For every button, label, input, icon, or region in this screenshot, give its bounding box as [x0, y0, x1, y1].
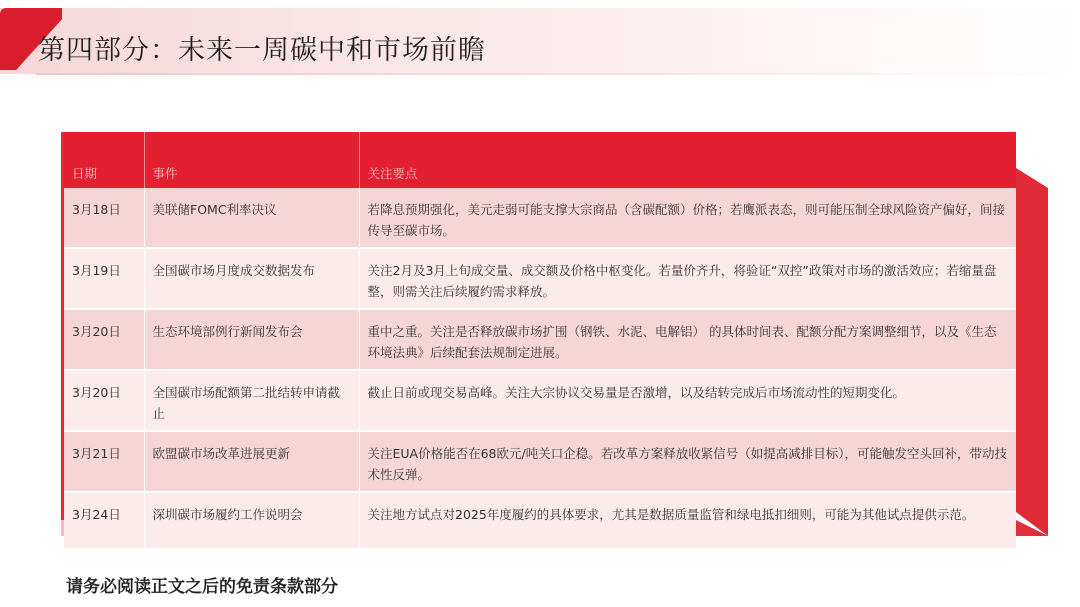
- cell-date: 3月24日: [64, 492, 144, 549]
- cell-event: 全国碳市场月度成交数据发布: [144, 248, 359, 309]
- table-row: [64, 431, 1016, 492]
- cell-focus: 若降息预期强化，美元走弱可能支撑大宗商品（含碳配额）价格；若鹰派表态，则可能压制全球风险资产偏好，间接传导至碳市场。: [359, 188, 1016, 248]
- table-row: [64, 309, 1016, 370]
- page-title: 第四部分：未来一周碳中和市场前瞻: [38, 35, 486, 66]
- cell-event: 生态环境部例行新闻发布会: [144, 309, 359, 370]
- column-header-focus: 关注要点: [359, 132, 1016, 188]
- table-row: [64, 370, 1016, 431]
- cell-event: 美联储FOMC利率决议: [144, 188, 359, 248]
- cell-event: 深圳碳市场履约工作说明会: [144, 492, 359, 549]
- cell-event: 欧盟碳市场改革进展更新: [144, 431, 359, 492]
- cell-focus: 关注2月及3月上旬成交量、成交额及价格中枢变化。若量价齐升，将验证“双控”政策对市场的激活效应；若缩量盘整，则需关注后续履约需求释放。: [359, 248, 1016, 309]
- column-header-event: 事件: [144, 132, 359, 188]
- table-header-row: [64, 132, 1016, 188]
- cell-date: 3月19日: [64, 248, 144, 309]
- cell-focus: 重中之重。关注是否释放碳市场扩围（钢铁、水泥、电解铝） 的具体时间表、配额分配方案调整细节，以及《生态环境法典》后续配套法规制定进展。: [359, 309, 1016, 370]
- cell-date: 3月20日: [64, 370, 144, 431]
- events-table: [64, 132, 1016, 550]
- title-divider: [36, 73, 1080, 75]
- cell-date: 3月20日: [64, 309, 144, 370]
- cell-focus: 关注EUA价格能否在68欧元/吨关口企稳。若改革方案释放收紧信号（如提高减排目标），可能触发空头回补，带动技术性反弹。: [359, 431, 1016, 492]
- table-row: [64, 188, 1016, 248]
- disclaimer-note: 请务必阅读正文之后的免责条款部分: [66, 577, 338, 597]
- cell-date: 3月18日: [64, 188, 144, 248]
- cell-event: 全国碳市场配额第二批结转申请截止: [144, 370, 359, 431]
- cell-date: 3月21日: [64, 431, 144, 492]
- cell-focus: 截止日前或现交易高峰。关注大宗协议交易量是否激增，以及结转完成后市场流动性的短期变化。: [359, 370, 1016, 431]
- table-row: [64, 248, 1016, 309]
- cell-focus: 关注地方试点对2025年度履约的具体要求，尤其是数据质量监管和绿电抵扣细则，可能为其他试点提供示范。: [359, 492, 1016, 549]
- table-row: [64, 492, 1016, 549]
- column-header-date: 日期: [64, 132, 144, 188]
- table-frame-right: [1016, 168, 1048, 536]
